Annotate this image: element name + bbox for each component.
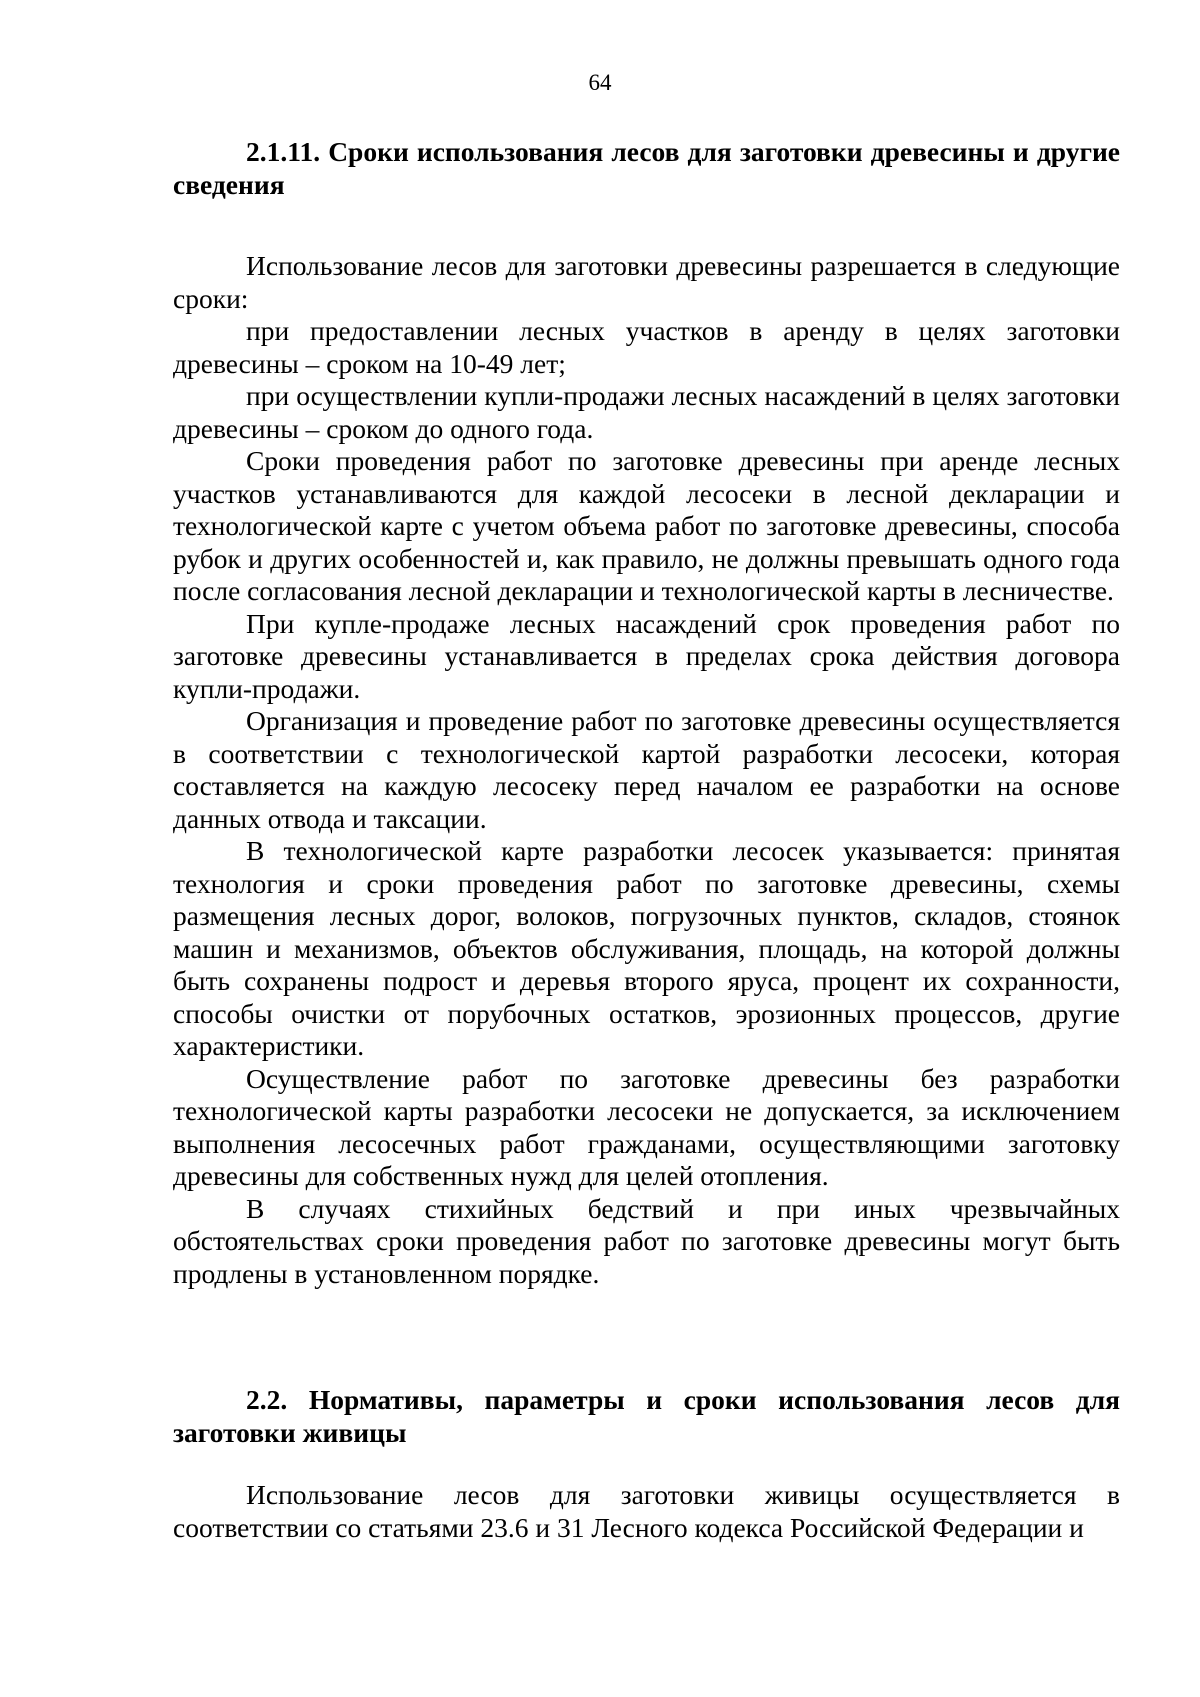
section-body-2-2 xyxy=(173,1479,1120,1544)
paragraph: Использование лесов для заготовки древесины разрешается в следующие сроки: xyxy=(173,250,1120,314)
paragraph: Сроки проведения работ по заготовке древесины при аренде лесных участков устанавливаются для каждой лесосеки в лесной декларации и технологической карте с учетом объема работ по заготовке древесины, способа рубок и других особенностей и, как правило, не должны превышать одного года после согласования лесной декларации и технологической карты в лесничестве. xyxy=(173,445,1120,606)
paragraph: При купле-продаже лесных насаждений срок проведения работ по заготовке древесины устанавливается в пределах срока действия договора купли-продажи. xyxy=(173,607,1120,704)
section-title: 2.2. Нормативы, параметры и сроки использования лесов для заготовки живицы xyxy=(173,1384,1120,1448)
section-heading-2-1-11 xyxy=(173,136,1120,201)
page-number: 64 xyxy=(588,70,612,95)
paragraph: Осуществление работ по заготовке древесины без разработки технологической карты разработки лесосеки не допускается, за исключением выполнения лесосечных работ гражданами, осуществляющими заготовку древесины для собственных нужд для целей отопления. xyxy=(173,1062,1120,1191)
section-heading-2-2 xyxy=(173,1384,1120,1449)
section-body-2-1-11 xyxy=(173,250,1120,1290)
paragraph: Использование лесов для заготовки живицы осуществляется в соответствии со статьями 23.6 и 31 Лесного кодекса Российской Федерации и xyxy=(173,1479,1120,1543)
paragraph: при осуществлении купли-продажи лесных насаждений в целях заготовки древесины – сроком до одного года. xyxy=(173,380,1120,444)
paragraph: В технологической карте разработки лесосек указывается: принятая технология и сроки проведения работ по заготовке древесины, схемы размещения лесных дорог, волоков, погрузочных пунктов, складов, стоянок машин и механизмов, объектов обслуживания, площадь, на которой должны быть сохранены подрост и деревья второго яруса, процент их сохранности, способы очистки от порубочных остатков, эрозионных процессов, другие характеристики. xyxy=(173,835,1120,1061)
paragraph: при предоставлении лесных участков в аренду в целях заготовки древесины – сроком на 10-49 лет; xyxy=(173,315,1120,379)
paragraph: Организация и проведение работ по заготовке древесины осуществляется в соответствии с технологической картой разработки лесосеки, которая составляется на каждую лесосеку перед началом ее разработки на основе данных отвода и таксации. xyxy=(173,705,1120,834)
section-title: 2.1.11. Сроки использования лесов для заготовки древесины и другие сведения xyxy=(173,136,1120,200)
paragraph: В случаях стихийных бедствий и при иных чрезвычайных обстоятельствах сроки проведения работ по заготовке древесины могут быть продлены в установленном порядке. xyxy=(173,1192,1120,1289)
